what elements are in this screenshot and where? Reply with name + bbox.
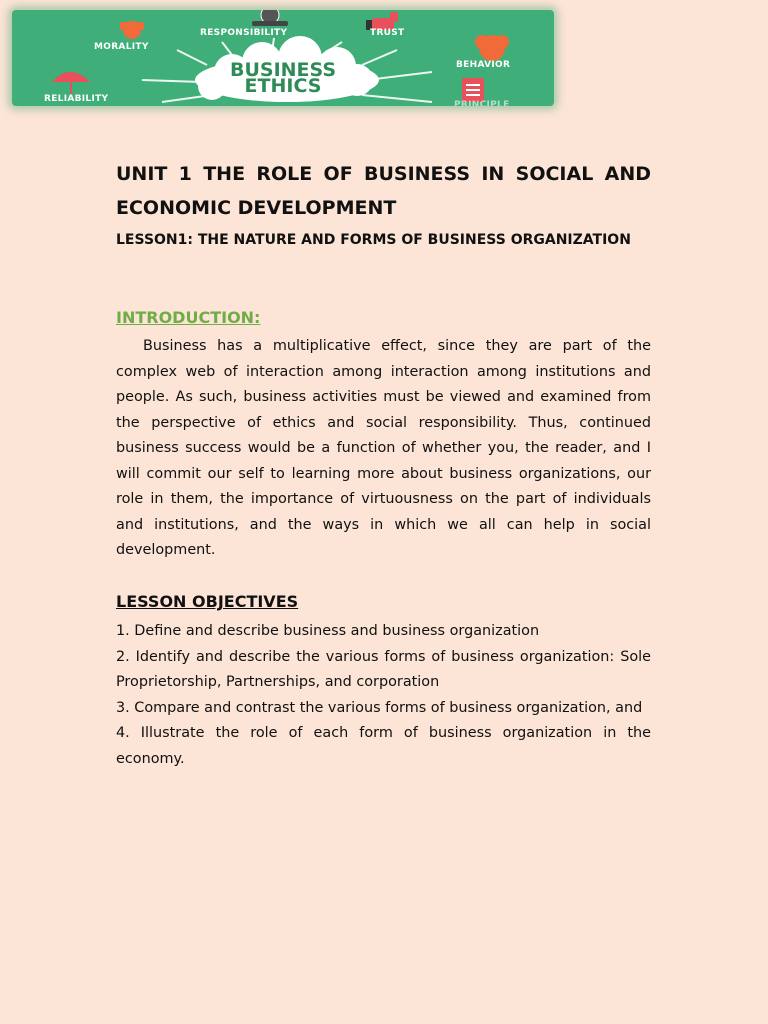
- label-principle: PRINCIPLE: [454, 100, 510, 106]
- objective-item: 4. Illustrate the role of each form of business organization in the economy.: [116, 725, 651, 767]
- unit-title: UNIT 1 THE ROLE OF BUSINESS IN SOCIAL AND ECONOMIC DEVELOPMENT: [116, 163, 651, 219]
- introduction-paragraph: Business has a multiplicative effect, since they are part of the complex web of interaction among interaction among institutions and people. As such, business activities must be viewed and examined from the perspective of ethics and social responsibility. Thus, continued business success would be a function of whether you, the reader, and I will commit our self to learning more about business organizations, our role in them, the importance of virtuousness on the part of individuals and institutions, and the ways in which we all can help in social development.: [116, 338, 651, 558]
- responsibility-icon: [252, 10, 288, 26]
- label-behavior: BEHAVIOR: [456, 60, 511, 70]
- objective-item: 3. Compare and contrast the various forms of business organization, and: [116, 699, 643, 716]
- introduction-heading: INTRODUCTION:: [116, 308, 261, 327]
- label-reliability: RELIABILITY: [44, 94, 109, 104]
- objective-item: 2. Identify and describe the various forms of business organization: Sole Proprietorship, Partnerships, and corporation: [116, 648, 651, 690]
- business-ethics-banner: [12, 10, 554, 106]
- morality-icon: [120, 21, 144, 39]
- banner-title-line2: ETHICS: [244, 75, 322, 97]
- objectives-list: [116, 619, 651, 772]
- label-responsibility: RESPONSIBILITY: [200, 28, 288, 38]
- label-morality: MORALITY: [94, 42, 149, 52]
- behavior-icon: [475, 35, 509, 61]
- objectives-heading: LESSON OBJECTIVES: [116, 592, 299, 611]
- lesson-title: LESSON1: THE NATURE AND FORMS OF BUSINESS ORGANIZATION: [116, 232, 631, 248]
- label-trust: TRUST: [370, 28, 405, 38]
- objective-item: 1. Define and describe business and business organization: [116, 623, 540, 639]
- banner-title-line1: BUSINESS: [229, 59, 337, 81]
